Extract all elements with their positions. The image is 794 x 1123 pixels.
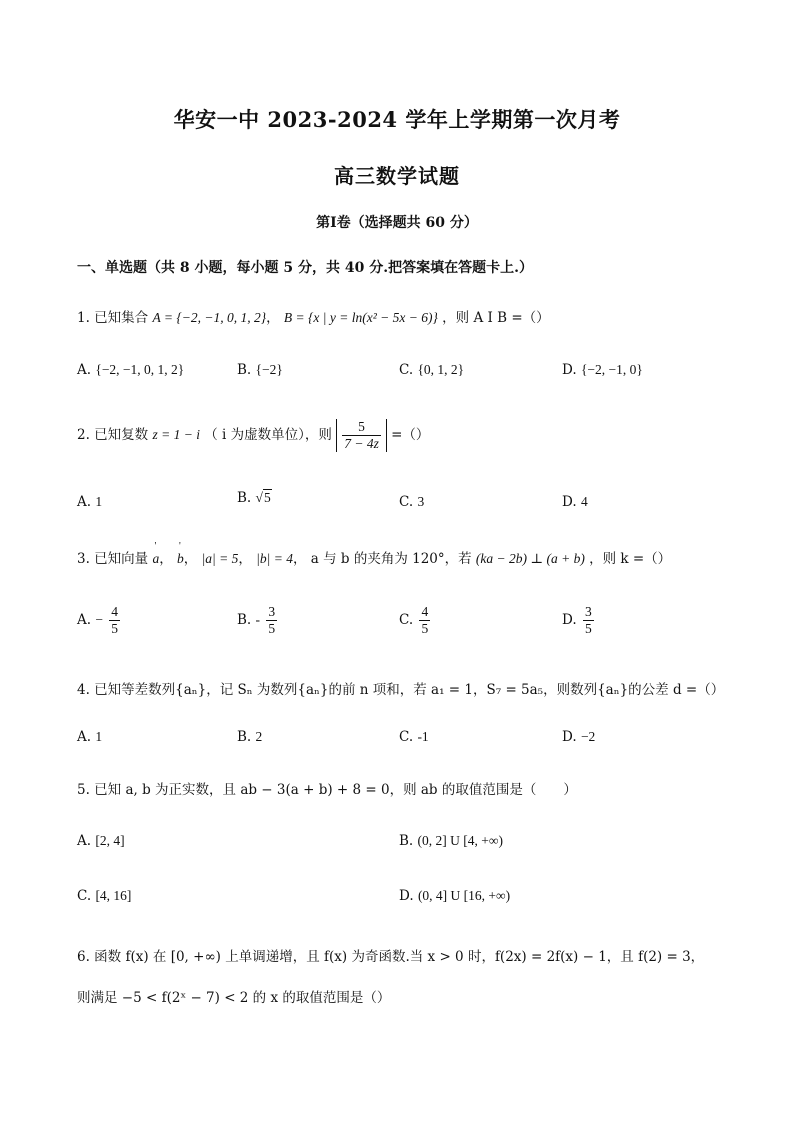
question-6-line-2: 则满足 −5 < f(2ˣ − 7) < 2 的 x 的取值范围是（）: [77, 990, 391, 1006]
option-text: 4: [580, 494, 588, 509]
option-text: {0, 1, 2}: [417, 362, 465, 377]
q3-condition: (ka − 2b) ⊥ (a + b): [475, 551, 585, 566]
q2-z: z = 1 − i: [152, 427, 200, 442]
option-text: (0, 2] U [4, +∞): [417, 833, 503, 848]
q3-option-c[interactable]: [399, 604, 432, 637]
q5-option-a[interactable]: [77, 833, 125, 849]
section-heading: 一、单选题（共 8 小题，每小题 5 分，共 40 分.把答案填在答题卡上.）: [77, 260, 533, 276]
option-sign: −: [95, 612, 103, 627]
option-text: 5: [263, 490, 271, 505]
question-2: [77, 419, 429, 452]
option-label: D.: [562, 494, 577, 510]
q3-abs-a: |a| = 5: [201, 551, 239, 566]
option-text: (0, 4] U [16, +∞): [417, 888, 511, 903]
question-1: 1. 已知集合 A = {−2, −1, 0, 1, 2}， B = {x | y = ln(x² − 5x − 6)} ，则 A I B =（）: [77, 310, 550, 326]
q5-option-c[interactable]: [77, 888, 131, 904]
exam-subject: 高三数学试题: [334, 164, 460, 188]
q5-option-d[interactable]: [399, 888, 510, 904]
q2-denominator: 7 − 4z: [344, 436, 379, 451]
option-text: {−2}: [255, 362, 283, 377]
option-denominator: 5: [111, 621, 119, 636]
option-label: C.: [399, 494, 414, 510]
option-label: C.: [77, 888, 92, 904]
option-text: [4, 16]: [95, 888, 132, 903]
q1-set-b: B = {x | y = ln(x² − 5x − 6)}: [283, 310, 438, 325]
q3-vector-b: ' b: [177, 551, 184, 567]
option-label: D.: [562, 362, 577, 378]
q1-option-d[interactable]: [562, 362, 643, 378]
q1-option-b[interactable]: [237, 362, 283, 378]
q3-option-a[interactable]: [77, 604, 122, 637]
option-text: 1: [95, 494, 103, 509]
option-label: B.: [237, 490, 252, 506]
option-text: −2: [580, 729, 596, 744]
q3-vector-a: ' a: [152, 551, 159, 567]
option-label: B.: [237, 362, 252, 378]
question-5: 5. 已知 a, b 为正实数，且 ab − 3(a + b) + 8 = 0，则 ab 的取值范围是（ ）: [77, 782, 577, 798]
q4-option-a[interactable]: [77, 729, 102, 745]
option-text: 2: [255, 729, 263, 744]
option-label: C.: [399, 612, 414, 628]
option-denominator: 5: [421, 621, 429, 636]
q2-option-d[interactable]: [562, 494, 588, 510]
option-numerator: 4: [111, 604, 119, 619]
option-text: {−2, −1, 0, 1, 2}: [95, 362, 185, 377]
q3-ask: ，则 k =（）: [589, 551, 672, 567]
q3-angle: a 与 b 的夹角为 120°，若: [310, 551, 472, 567]
q1-option-a[interactable]: [77, 362, 184, 378]
option-label: B.: [237, 729, 252, 745]
q4-option-d[interactable]: [562, 729, 595, 745]
q5-option-b[interactable]: [399, 833, 503, 849]
q2-option-c[interactable]: [399, 494, 424, 510]
q2-note: （ i 为虚数单位），则: [204, 427, 332, 443]
option-text: {−2, −1, 0}: [580, 362, 643, 377]
q3-option-d[interactable]: [562, 604, 596, 637]
option-numerator: 4: [421, 604, 429, 619]
q1-option-c[interactable]: [399, 362, 464, 378]
option-label: B.: [399, 833, 414, 849]
volume-label: 第Ⅰ卷（选择题共 60 分）: [316, 215, 478, 231]
option-numerator: 3: [584, 604, 592, 619]
option-text: [2, 4]: [95, 833, 125, 848]
option-label: A.: [77, 833, 92, 849]
option-sign: -: [255, 612, 261, 627]
option-label: A.: [77, 494, 92, 510]
option-label: C.: [399, 362, 414, 378]
q3-prefix: 3. 已知向量: [77, 551, 149, 567]
option-label: D.: [399, 888, 414, 904]
exam-title: 华安一中 2023-2024 学年上学期第一次月考: [173, 107, 621, 132]
option-numerator: 3: [268, 604, 276, 619]
option-label: A.: [77, 729, 92, 745]
option-denominator: 5: [584, 621, 592, 636]
q1-prefix: 1. 已知集合: [77, 310, 149, 326]
option-label: D.: [562, 612, 577, 628]
q2-abs-fraction: [336, 419, 387, 452]
q1-set-a: A = {−2, −1, 0, 1, 2}: [152, 310, 267, 325]
q4-option-b[interactable]: [237, 729, 262, 745]
option-text: -1: [417, 729, 429, 744]
q3-option-b[interactable]: [237, 604, 279, 637]
option-label: B.: [237, 612, 252, 628]
option-label: C.: [399, 729, 414, 745]
option-label: A.: [77, 612, 92, 628]
q2-numerator: 5: [342, 419, 381, 436]
option-text: 1: [95, 729, 103, 744]
sqrt-expression: √5: [255, 490, 271, 505]
option-label: A.: [77, 362, 92, 378]
question-6-line-1: 6. 函数 f(x) 在 [0, +∞) 上单调递增，且 f(x) 为奇函数.当 x > 0 时，f(2x) = 2f(x) − 1，且 f(2) = 3，: [77, 949, 705, 965]
q2-ask: =（）: [391, 427, 430, 443]
option-text: 3: [417, 494, 425, 509]
option-label: D.: [562, 729, 577, 745]
q2-prefix: 2. 已知复数: [77, 427, 149, 443]
question-3: 3. 已知向量 ' a， ' b， |a| = 5， |b| = 4， a 与 b 的夹角为 120°，若 (ka − 2b) ⊥ (a + b) ，则 k =（）: [77, 547, 671, 567]
q3-abs-b: |b| = 4: [256, 551, 293, 566]
question-4: 4. 已知等差数列{aₙ}，记 Sₙ 为数列{aₙ}的前 n 项和，若 a₁ = 1，S₇ = 5a₅，则数列{aₙ}的公差 d =（）: [77, 682, 725, 698]
q1-ask: ，则 A I B =（）: [442, 310, 550, 326]
q2-option-b[interactable]: [237, 490, 272, 506]
option-denominator: 5: [268, 621, 276, 636]
q4-option-c[interactable]: [399, 729, 429, 745]
q2-option-a[interactable]: [77, 494, 102, 510]
